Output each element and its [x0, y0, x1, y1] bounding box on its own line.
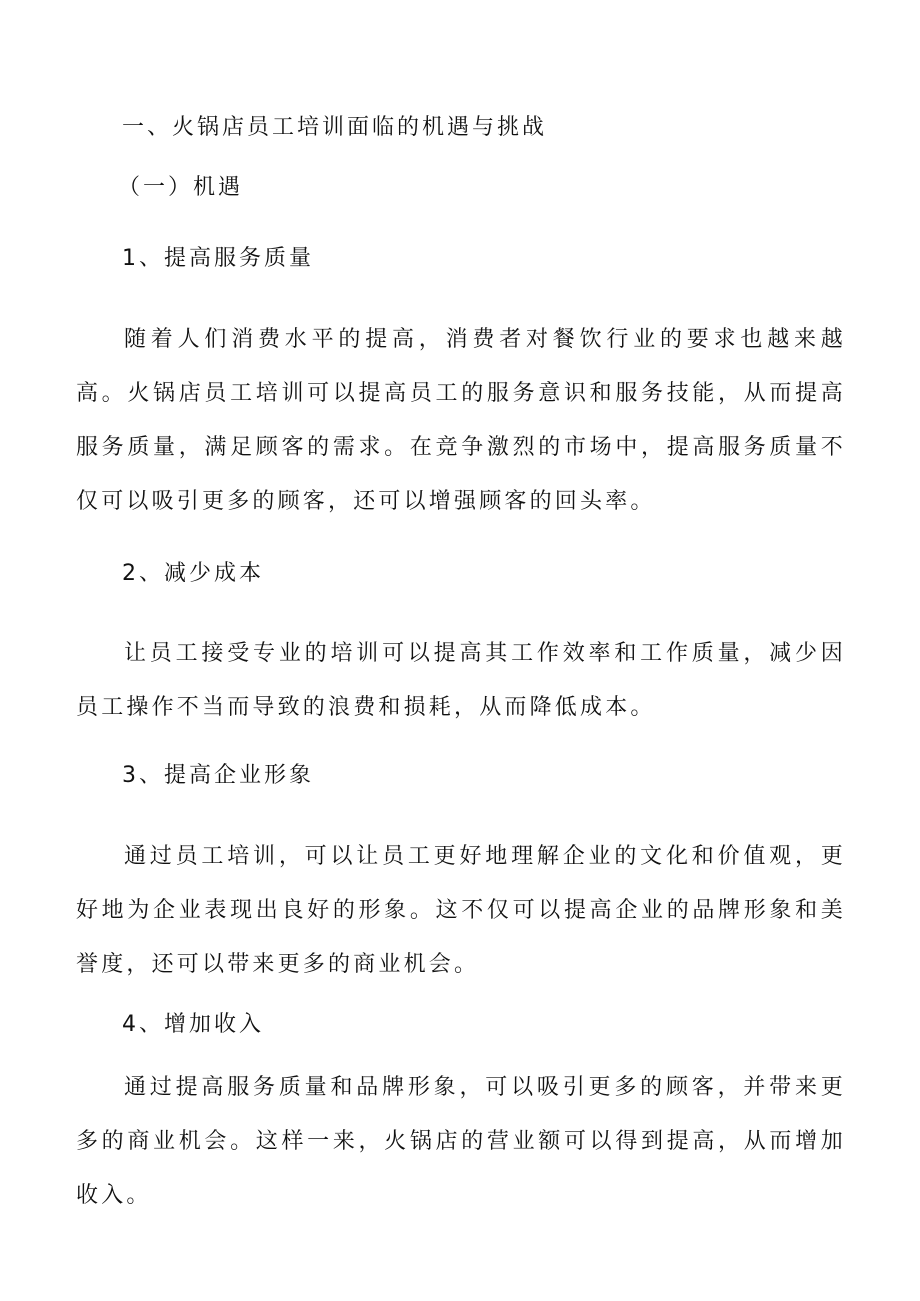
- section-body-2: 让员工接受专业的培训可以提高其工作效率和工作质量，减少因员工操作不当而导致的浪费和损耗，从而降低成本。: [76, 641, 846, 720]
- section-body-3: 通过员工培训，可以让员工更好地理解企业的文化和价值观，更好地为企业表现出良好的形象。这不仅可以提高企业的品牌形象和美誉度，还可以带来更多的商业机会。: [76, 844, 846, 977]
- section-body-4: 通过提高服务质量和品牌形象，可以吸引更多的顾客，并带来更多的商业机会。这样一来，火锅店的营业额可以得到提高，从而增加收入。: [76, 1075, 846, 1208]
- section-title-3: 3、提高企业形象: [122, 763, 314, 788]
- section-title-2: 2、减少成本: [122, 561, 264, 586]
- heading-level-1: 一、火锅店员工培训面临的机遇与挑战: [122, 115, 548, 140]
- section-title-1: 1、提高服务质量: [122, 246, 314, 271]
- heading-level-2: （一）机遇: [118, 175, 244, 200]
- section-body-1: 随着人们消费水平的提高，消费者对餐饮行业的要求也越来越高。火锅店员工培训可以提高员工的服务意识和服务技能，从而提高服务质量，满足顾客的需求。在竞争激烈的市场中，提高服务质量不仅可以吸引更多的顾客，还可以增强顾客的回头率。: [76, 327, 846, 514]
- section-title-4: 4、增加收入: [122, 1012, 264, 1037]
